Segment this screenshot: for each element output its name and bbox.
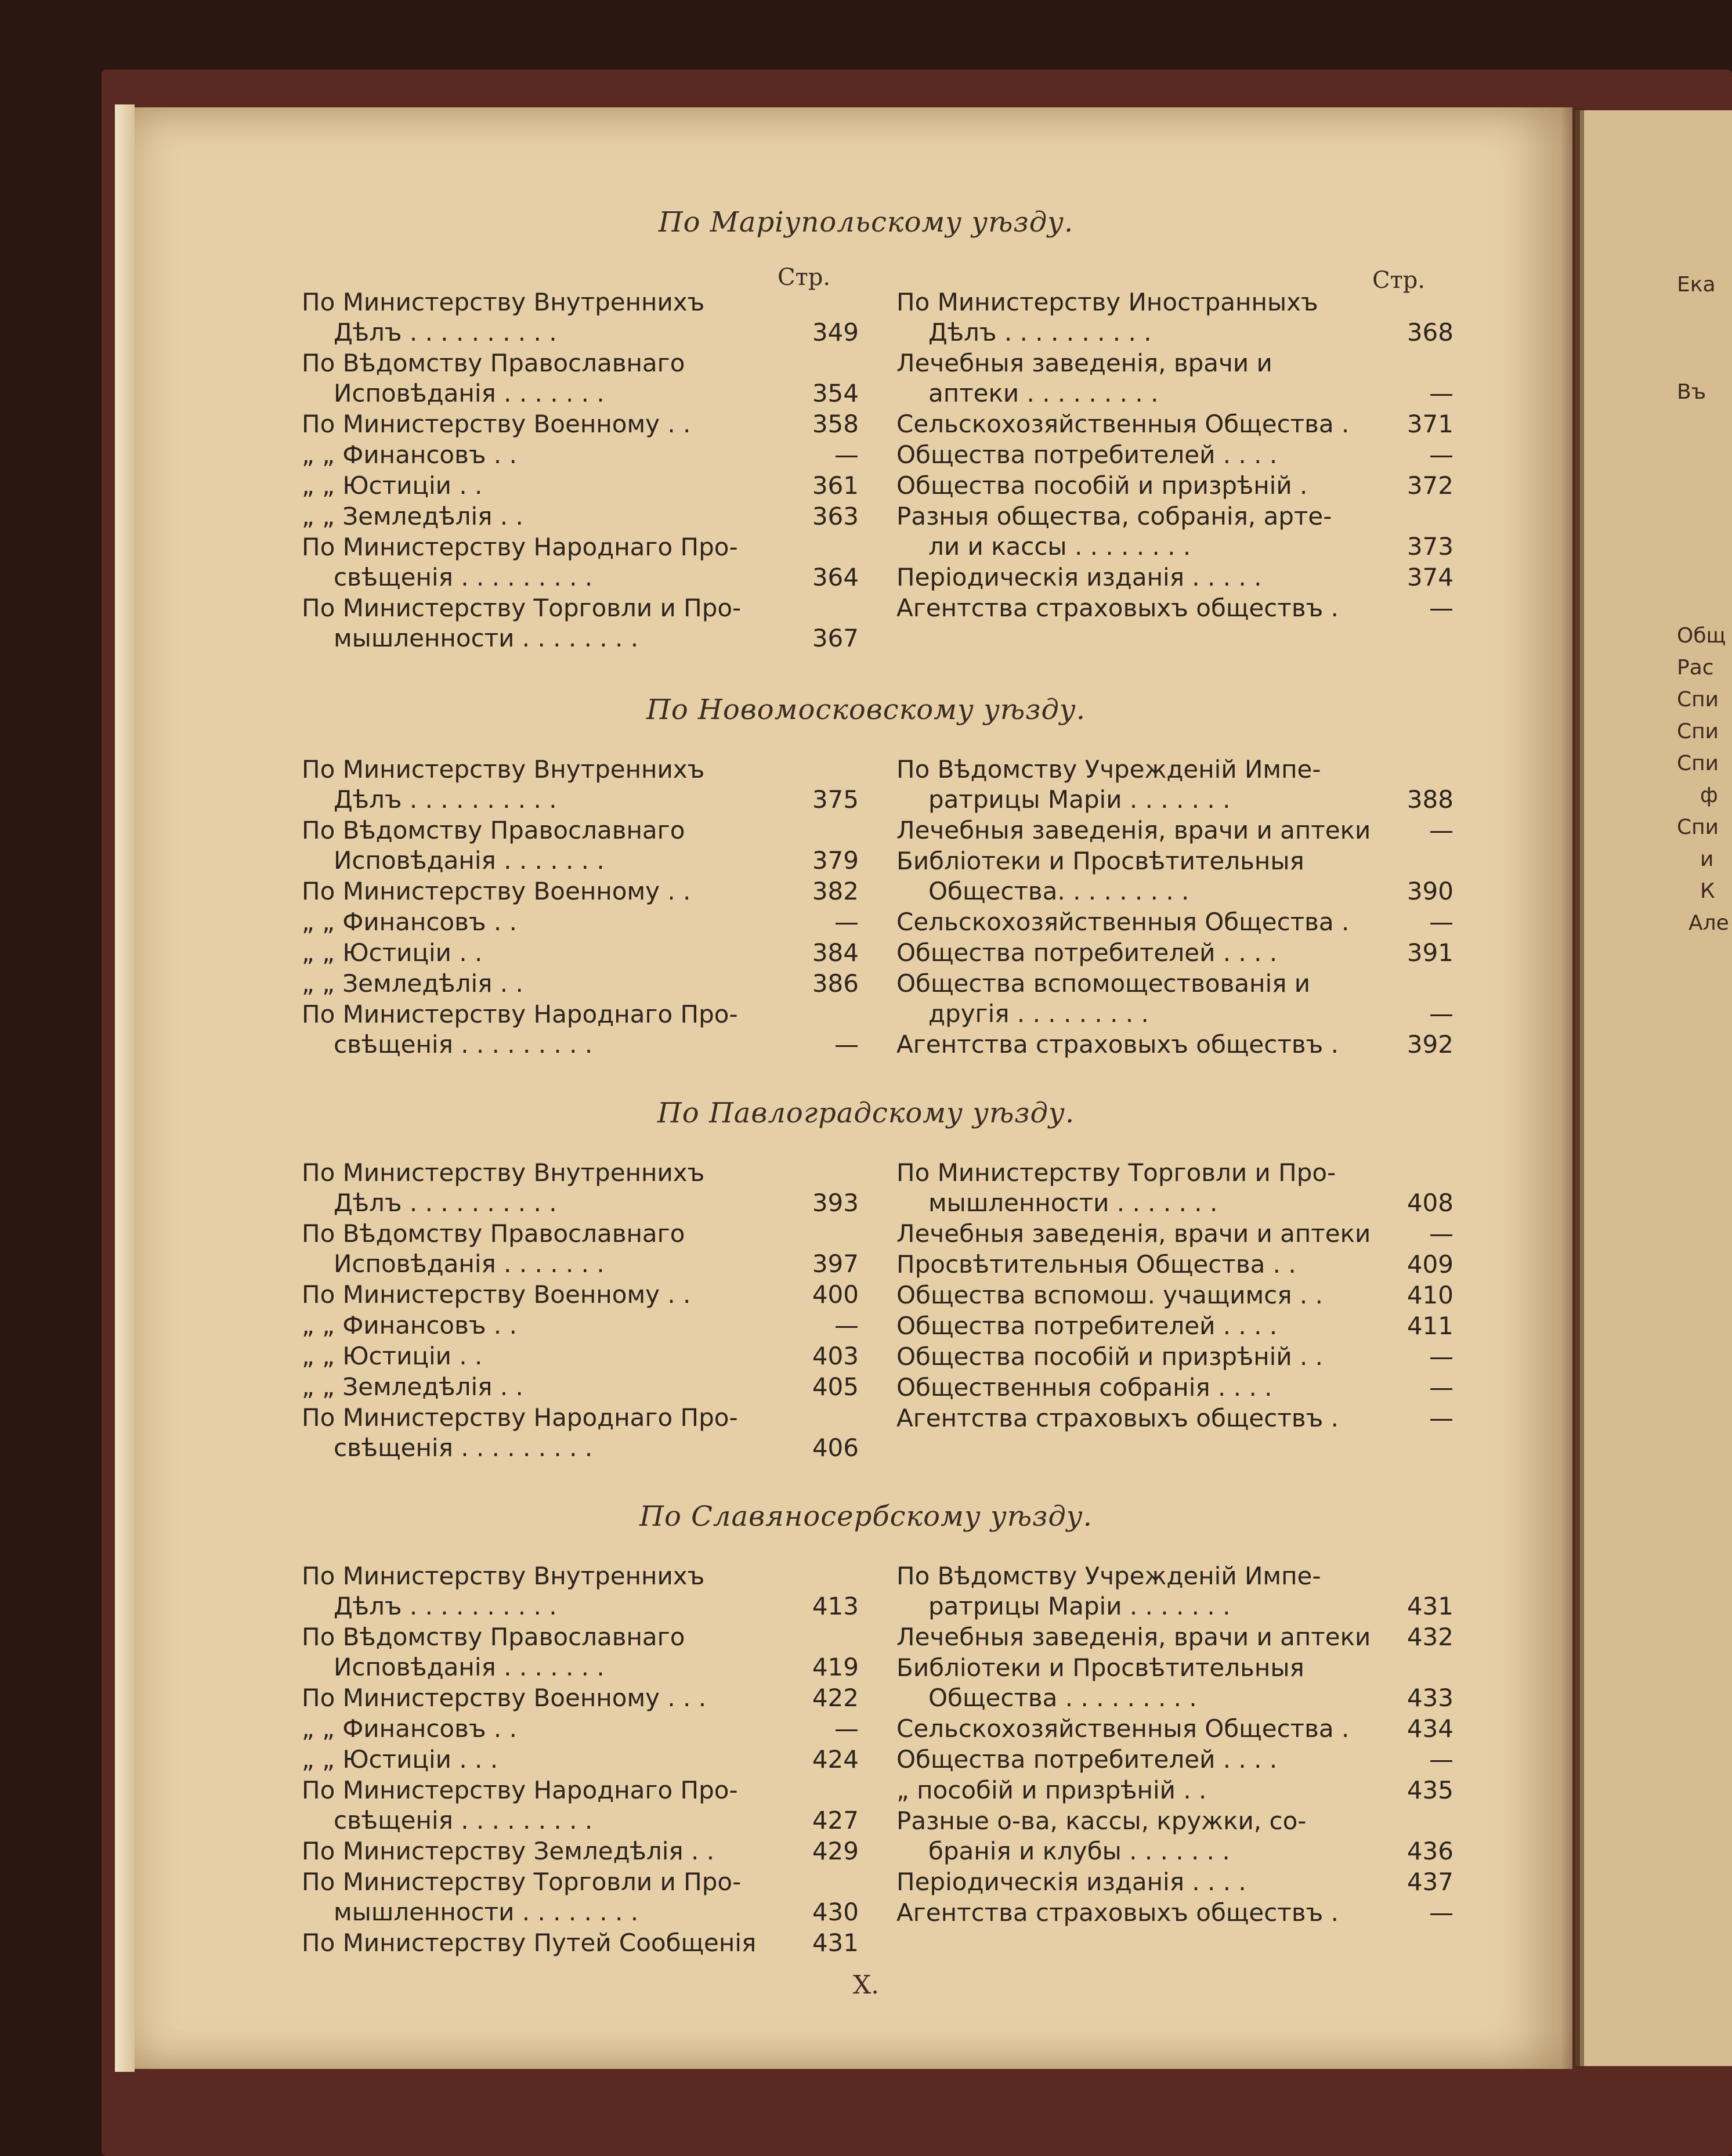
toc-entry-label: „ „ Финансовъ . .: [302, 908, 517, 936]
toc-entry-label: Сельскохозяйственныя Общества .: [896, 908, 1350, 936]
toc-entry: [896, 907, 1453, 937]
toc-entry-label-continuation: Дѣлъ . . . . . . . . . .: [334, 1189, 557, 1217]
toc-page-number: —: [1429, 1373, 1453, 1402]
toc-entry: [302, 1836, 859, 1866]
toc-entry: [302, 1219, 859, 1279]
toc-entry: [302, 471, 859, 501]
toc-entry-label: „ „ Финансовъ . .: [302, 440, 517, 469]
toc-entry-label: По Вѣдомству Православнаго: [302, 1623, 685, 1651]
toc-entry-label: По Министерству Торговли и Про-: [302, 1868, 742, 1896]
toc-page-number: 403: [812, 1342, 859, 1370]
toc-entry-label: Агентства страховыхъ обществъ .: [896, 594, 1339, 622]
toc-entry-label: Общества потребителей . . . .: [896, 938, 1278, 967]
toc-entry: [896, 754, 1453, 815]
toc-entry-label: Разныя общества, собранія, арте-: [896, 502, 1332, 530]
toc-entry: [302, 1714, 859, 1744]
toc-entry: [896, 1622, 1453, 1652]
toc-entry-label: Общества вспомош. учащимся . .: [896, 1281, 1323, 1309]
toc-entry: [896, 1806, 1453, 1866]
toc-page-number: 386: [812, 969, 859, 998]
toc-entry-label: По Вѣдомству Учрежденій Импе-: [896, 1562, 1321, 1590]
toc-entry-label: Лечебныя заведенія, врачи и: [896, 349, 1272, 377]
toc-entry-label: Просвѣтительныя Общества . .: [896, 1250, 1296, 1279]
toc-entry: [302, 876, 859, 907]
toc-page-number: —: [1429, 1342, 1453, 1371]
toc-page-number: 361: [812, 471, 859, 500]
toc-entry-label-continuation: аптеки . . . . . . . . .: [928, 379, 1159, 407]
right-page-fragment: Спи: [1677, 688, 1719, 712]
toc-page-number: 422: [812, 1684, 859, 1712]
toc-entry: [302, 1745, 859, 1775]
toc-page-number: —: [834, 1030, 859, 1059]
toc-entry-label: По Вѣдомству Учрежденій Импе-: [896, 755, 1321, 783]
toc-page-number: 393: [812, 1189, 859, 1217]
toc-page-number: 368: [1406, 318, 1453, 346]
toc-entry-label-continuation: Дѣлъ . . . . . . . . . .: [928, 318, 1152, 346]
book-gutter: [1561, 107, 1584, 2069]
toc-page-number: 433: [1406, 1684, 1453, 1712]
right-page-fragment: и: [1700, 847, 1714, 871]
toc-entry-label: По Министерству Внутреннихъ: [302, 288, 705, 316]
toc-entry-label-continuation: Исповѣданія . . . . . . .: [334, 1249, 605, 1278]
toc-entry: [302, 1403, 859, 1463]
toc-entry-label: Общественныя собранія . . . .: [896, 1373, 1272, 1402]
toc-entry: [896, 1219, 1453, 1249]
toc-page-number: —: [1429, 999, 1453, 1028]
toc-entry-label: Общества потребителей . . . .: [896, 1745, 1278, 1774]
toc-entry: [896, 1561, 1453, 1621]
toc-entry-label: По Министерству Военному . .: [302, 1280, 691, 1309]
toc-entry: [302, 815, 859, 876]
toc-page-number: 397: [812, 1249, 859, 1278]
toc-page-number: 431: [1406, 1592, 1453, 1620]
right-page-fragment: ф: [1700, 783, 1718, 807]
toc-page-number: 367: [812, 624, 859, 652]
toc-entry-label: Агентства страховыхъ обществъ .: [896, 1898, 1339, 1927]
page-edge: [115, 104, 135, 2072]
toc-entry-label-continuation: ратрицы Маріи . . . . . . .: [928, 785, 1231, 814]
toc-page-number: 432: [1406, 1623, 1453, 1651]
toc-entry-label: „ „ Юстиціи . .: [302, 471, 483, 500]
toc-entry-label-continuation: ли и кассы . . . . . . . .: [928, 532, 1191, 561]
toc-entry-label: Общества потребителей . . . .: [896, 440, 1278, 469]
toc-entry-label-continuation: Дѣлъ . . . . . . . . . .: [334, 785, 557, 814]
toc-entry: [896, 1898, 1453, 1928]
section-title: По Маріупольскому уѣзду.: [658, 206, 1074, 239]
toc-page-number: 430: [812, 1898, 859, 1926]
toc-entry-label-continuation: мышленности . . . . . . .: [928, 1189, 1218, 1217]
toc-page-number: 349: [812, 318, 859, 346]
toc-entry-label: По Министерству Внутреннихъ: [302, 1562, 705, 1590]
toc-entry: [896, 1745, 1453, 1775]
toc-page-number: 390: [1406, 877, 1453, 905]
toc-page-number: 429: [812, 1837, 859, 1865]
toc-entry-label: Періодическія изданія . . . .: [896, 1868, 1246, 1896]
toc-entry-label: „ „ Земледѣлія . .: [302, 969, 523, 998]
toc-entry: [896, 938, 1453, 968]
right-page: [1575, 110, 1732, 2066]
toc-entry: [896, 1311, 1453, 1341]
toc-page-number: 410: [1406, 1281, 1453, 1309]
toc-entry: [302, 1683, 859, 1713]
toc-entry-label-continuation: Дѣлъ . . . . . . . . . .: [334, 1592, 557, 1620]
toc-page-number: 437: [1406, 1868, 1453, 1896]
toc-entry: [896, 562, 1453, 593]
toc-entry: [896, 1403, 1453, 1433]
toc-page-number: 392: [1406, 1030, 1453, 1059]
right-page-fragment: Общ: [1677, 624, 1726, 648]
toc-entry-label: „ „ Земледѣлія . .: [302, 1373, 523, 1401]
toc-entry-label-continuation: Общества . . . . . . . . .: [928, 1684, 1197, 1712]
toc-entry: [302, 938, 859, 968]
toc-entry: [302, 969, 859, 999]
toc-entry-label: По Министерству Иностранныхъ: [896, 288, 1318, 316]
page-number: X.: [852, 1970, 880, 2000]
toc-page-number: —: [834, 908, 859, 936]
toc-entry: [302, 1775, 859, 1836]
toc-entry-label: Общества пособій и призрѣній .: [896, 471, 1308, 500]
toc-entry-label: Разные о-ва, кассы, кружки, со-: [896, 1807, 1307, 1835]
toc-entry-label: По Вѣдомству Православнаго: [302, 1219, 685, 1248]
toc-entry-label-continuation: ратрицы Маріи . . . . . . .: [928, 1592, 1231, 1620]
toc-entry: [896, 1249, 1453, 1280]
toc-page-number: 419: [812, 1653, 859, 1681]
toc-entry-label: По Министерству Внутреннихъ: [302, 755, 705, 783]
toc-entry-label: По Министерству Народнаго Про-: [302, 1403, 738, 1432]
toc-entry-label: „ пособій и призрѣній . .: [896, 1776, 1207, 1804]
toc-entry-label: По Министерству Торговли и Про-: [302, 594, 742, 622]
toc-entry: [896, 1653, 1453, 1713]
toc-entry: [302, 1561, 859, 1621]
toc-entry-label: Періодическія изданія . . . . .: [896, 563, 1262, 591]
toc-entry-label: Агентства страховыхъ обществъ .: [896, 1030, 1339, 1059]
section-title: По Славяносербскому уѣзду.: [639, 1500, 1093, 1533]
toc-entry-label: Лечебныя заведенія, врачи и аптеки: [896, 1623, 1371, 1651]
toc-entry: [302, 1158, 859, 1218]
toc-entry-label: По Министерству Военному . .: [302, 410, 691, 438]
toc-page-number: 358: [812, 410, 859, 438]
toc-entry-label-continuation: Общества. . . . . . . . .: [928, 877, 1189, 905]
toc-entry: [896, 1280, 1453, 1310]
toc-page-number: 364: [812, 563, 859, 591]
toc-entry: [302, 1310, 859, 1341]
toc-entry: [896, 501, 1453, 562]
toc-page-number: 363: [812, 502, 859, 530]
toc-entry: [896, 1775, 1453, 1805]
toc-entry: [302, 440, 859, 470]
right-page-fragment: Але: [1688, 911, 1729, 935]
toc-page-number: 424: [812, 1745, 859, 1774]
toc-entry-label: Сельскохозяйственныя Общества .: [896, 410, 1350, 438]
toc-page-number: 371: [1406, 410, 1453, 438]
toc-entry-label: По Вѣдомству Православнаго: [302, 816, 685, 844]
toc-entry-label-continuation: Исповѣданія . . . . . . .: [334, 846, 605, 875]
right-page-fragment: Въ: [1677, 380, 1706, 404]
toc-entry-label: Общества пособій и призрѣній . .: [896, 1342, 1324, 1371]
right-page-fragment: Спи: [1677, 752, 1719, 775]
toc-entry-label-continuation: бранія и клубы . . . . . . .: [928, 1837, 1230, 1865]
toc-page-number: 405: [812, 1373, 859, 1401]
toc-page-number: 374: [1406, 563, 1453, 591]
toc-page-number: —: [1429, 1404, 1453, 1432]
right-page-fragment: К: [1700, 879, 1715, 903]
toc-entry-label: По Министерству Торговли и Про-: [896, 1158, 1336, 1187]
toc-entry: [896, 409, 1453, 439]
toc-entry: [896, 348, 1453, 409]
toc-page-number: 375: [812, 785, 859, 814]
toc-page-number: —: [834, 1714, 859, 1743]
toc-entry: [302, 1372, 859, 1402]
toc-page-number: 400: [812, 1280, 859, 1309]
toc-page-number: 436: [1406, 1837, 1453, 1865]
toc-page-number: —: [1429, 1745, 1453, 1774]
toc-entry-label: Библіотеки и Просвѣтительныя: [896, 1653, 1304, 1682]
toc-page-number: —: [1429, 908, 1453, 936]
toc-entry-label-continuation: другія . . . . . . . . .: [928, 999, 1149, 1028]
toc-entry: [302, 593, 859, 653]
toc-entry-label: По Вѣдомству Православнаго: [302, 349, 685, 377]
toc-entry: [302, 754, 859, 815]
toc-entry-label-continuation: мышленности . . . . . . . .: [334, 624, 639, 652]
toc-page-number: 382: [812, 877, 859, 905]
right-page-fragment: Спи: [1677, 815, 1719, 839]
toc-page-number: —: [1429, 1898, 1453, 1927]
toc-page-number: 354: [812, 379, 859, 407]
toc-entry: [302, 1928, 859, 1958]
toc-entry-label: Лечебныя заведенія, врачи и аптеки: [896, 1219, 1371, 1248]
toc-entry: [302, 348, 859, 409]
page-column-label: Стр.: [1372, 267, 1426, 294]
toc-page-number: —: [1429, 1219, 1453, 1248]
toc-entry-label-continuation: Исповѣданія . . . . . . .: [334, 1653, 605, 1681]
right-page-fragment: Ека: [1677, 273, 1716, 297]
toc-entry-label: По Министерству Земледѣлія . .: [302, 1837, 715, 1865]
toc-page-number: —: [834, 1311, 859, 1339]
toc-entry-label: Лечебныя заведенія, врачи и аптеки: [896, 816, 1371, 844]
toc-entry-label: „ „ Юстиціи . .: [302, 1342, 483, 1370]
toc-page-number: —: [1429, 440, 1453, 469]
toc-entry-label-continuation: свѣщенія . . . . . . . . .: [334, 1806, 593, 1834]
toc-entry-label-continuation: Дѣлъ . . . . . . . . . .: [334, 318, 557, 346]
toc-page-number: 379: [812, 846, 859, 875]
toc-entry-label: Библіотеки и Просвѣтительныя: [896, 847, 1304, 875]
toc-entry: [302, 287, 859, 348]
toc-page-number: 373: [1406, 532, 1453, 561]
toc-entry-label: Общества потребителей . . . .: [896, 1312, 1278, 1340]
page-column-label: Стр.: [778, 264, 831, 291]
toc-entry-label: Общества вспомоществованія и: [896, 969, 1311, 998]
toc-entry: [896, 846, 1453, 907]
toc-entry-label: Сельскохозяйственныя Общества .: [896, 1714, 1350, 1743]
toc-page-number: 406: [812, 1433, 859, 1462]
toc-page-number: 409: [1406, 1250, 1453, 1279]
toc-page-number: 411: [1406, 1312, 1453, 1340]
toc-page-number: 413: [812, 1592, 859, 1620]
toc-entry: [896, 1714, 1453, 1744]
toc-entry-label: По Министерству Военному . .: [302, 877, 691, 905]
toc-entry: [896, 969, 1453, 1029]
toc-entry: [302, 409, 859, 439]
toc-page-number: 372: [1406, 471, 1453, 500]
toc-entry-label: По Министерству Народнаго Про-: [302, 1000, 738, 1028]
toc-entry-label: По Министерству Внутреннихъ: [302, 1158, 705, 1187]
toc-page-number: 391: [1406, 938, 1453, 967]
right-page-fragment: Спи: [1677, 720, 1719, 743]
toc-entry: [302, 907, 859, 937]
toc-entry-label-continuation: свѣщенія . . . . . . . . .: [334, 1030, 593, 1059]
toc-page-number: 408: [1406, 1189, 1453, 1217]
toc-entry: [896, 440, 1453, 470]
toc-page-number: —: [1429, 594, 1453, 622]
toc-entry-label-continuation: свѣщенія . . . . . . . . .: [334, 1433, 593, 1462]
toc-entry: [896, 1030, 1453, 1060]
toc-entry-label: „ „ Юстиціи . . .: [302, 1745, 498, 1774]
section-title: По Павлоградскому уѣзду.: [657, 1097, 1075, 1129]
toc-entry: [302, 999, 859, 1060]
toc-entry-label: По Министерству Военному . . .: [302, 1684, 707, 1712]
toc-entry: [896, 471, 1453, 501]
toc-entry: [302, 1622, 859, 1682]
toc-page-number: 434: [1406, 1714, 1453, 1743]
toc-entry-label: По Министерству Путей Сообщенія: [302, 1929, 757, 1957]
section-title: По Новомосковскому уѣзду.: [646, 694, 1086, 726]
toc-page-number: 431: [812, 1929, 859, 1957]
toc-entry-label-continuation: Исповѣданія . . . . . . .: [334, 379, 605, 407]
toc-entry-label: „ „ Юстиціи . .: [302, 938, 483, 967]
toc-entry: [896, 815, 1453, 846]
toc-entry-label: По Министерству Народнаго Про-: [302, 533, 738, 561]
right-page-fragment: Рас: [1677, 656, 1714, 680]
toc-entry: [896, 1373, 1453, 1403]
toc-entry: [302, 1280, 859, 1310]
toc-entry: [896, 287, 1453, 348]
toc-entry-label: „ „ Финансовъ . .: [302, 1311, 517, 1339]
toc-page-number: 427: [812, 1806, 859, 1834]
toc-entry-label: „ „ Земледѣлія . .: [302, 502, 523, 530]
toc-page-number: 435: [1406, 1776, 1453, 1804]
toc-entry-label-continuation: мышленности . . . . . . . .: [334, 1898, 639, 1926]
toc-entry-label: Агентства страховыхъ обществъ .: [896, 1404, 1339, 1432]
toc-entry: [302, 501, 859, 532]
toc-entry: [896, 1342, 1453, 1372]
toc-entry: [896, 1158, 1453, 1218]
toc-entry: [302, 1867, 859, 1927]
toc-entry-label: По Министерству Народнаго Про-: [302, 1776, 738, 1804]
toc-entry-label: „ „ Финансовъ . .: [302, 1714, 517, 1743]
toc-page-number: 388: [1406, 785, 1453, 814]
toc-entry: [302, 1341, 859, 1371]
toc-entry-label-continuation: свѣщенія . . . . . . . . .: [334, 563, 593, 591]
toc-page-number: —: [1429, 379, 1453, 407]
toc-entry: [302, 532, 859, 593]
toc-entry: [896, 1867, 1453, 1897]
toc-page-number: —: [834, 440, 859, 469]
toc-page-number: 384: [812, 938, 859, 967]
toc-entry: [896, 593, 1453, 623]
toc-page-number: —: [1429, 816, 1453, 844]
